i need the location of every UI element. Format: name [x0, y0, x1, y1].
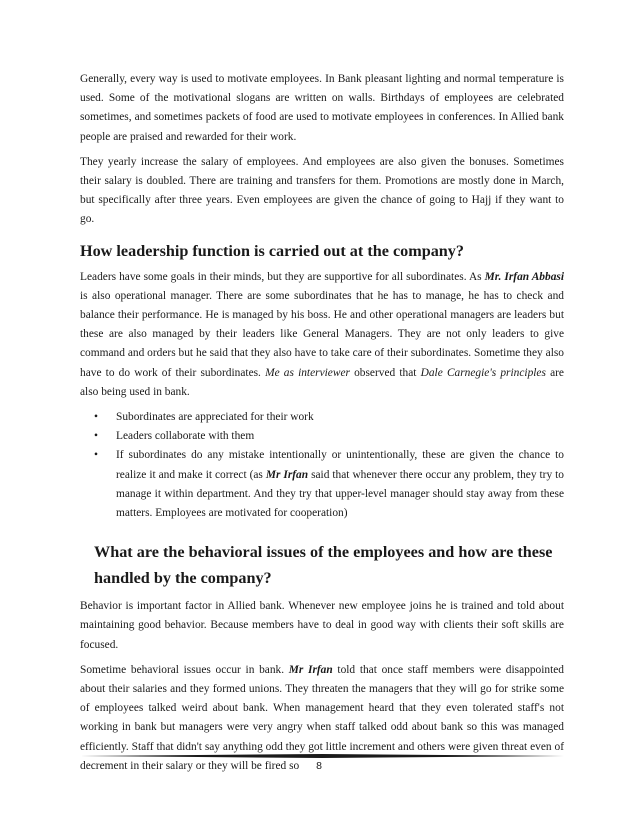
list-item — [94, 427, 564, 446]
footer-divider — [80, 754, 564, 758]
paragraph-motivation: Generally, every way is used to motivate employees. In Bank pleasant lighting and normal temperature is used. Some of the motivational slogans are written on walls. Birthdays of employees are celebrated sometimes, and sometimes packets of food are used to motivate employees in conferences. In Allied bank people are praised and rewarded for their work. — [80, 73, 564, 143]
paragraph-leadership — [80, 268, 564, 402]
text-run: is also operational manager. There are some subordinates that he has to manage, he has to check and balance their performance. He is managed by his boss. He and other operational managers are leaders but these are also managed by their leaders like General Managers. They are not only leaders to give command and orders but he said that they also have to take care of their subordinates. Sometime they also have to do work of their subordinates. — [80, 289, 564, 379]
bullet-icon: • — [94, 449, 98, 462]
bullet-icon: • — [94, 411, 98, 424]
list-item — [94, 446, 564, 523]
text-run: Leaders have some goals in their minds, but they are supportive for all subordinates. As — [80, 270, 485, 283]
page-content — [80, 70, 564, 782]
text-run: told that once staff members were disappointed about their salaries and they formed unions. They threaten the managers that they will go for strike some of employees talked weird about bank. When management heard that they even tolerated staff's not working in bank but managers were very angry when staff talked odd about bank so this was managed efficiently. Staff that didn't say anything odd they got little increment and others were given threat even of decrement in their salary or they will be fired so — [80, 663, 564, 772]
text-run: are also being used in bank. — [80, 366, 564, 398]
text-run: Sometime behavioral issues occur in bank. — [80, 663, 289, 676]
list-item-text — [116, 446, 564, 523]
bullet-list — [80, 408, 564, 523]
paragraph-salary: They yearly increase the salary of employees. And employees are also given the bonuses. Sometimes their salary is doubled. There are training and transfers for them. Promotions are mostly done in March, but specifically after three years. Even employees are given the chance of going to Hajj if they want to go. — [80, 155, 564, 226]
text-run: said that whenever there occur any problem, they try to manage it within department. And they try that upper-level manager should stay away from these matters. Employees are motivated for cooperation) — [116, 468, 564, 520]
paragraph-behavior: Behavior is important factor in Allied bank. Whenever new employee joins he is trained and told about maintaining good behavior. Because members have to deal in good way with clients their soft skills are focused. — [80, 600, 564, 651]
list-item-text: Subordinates are appreciated for their work — [116, 411, 314, 424]
bullet-icon: • — [94, 430, 98, 443]
text-run: observed that — [349, 366, 421, 379]
heading-leadership: How leadership function is carried out at the company? — [80, 241, 464, 260]
name-irfan-abbasi: Mr. Irfan Abbasi — [484, 270, 564, 283]
heading-behavioral-issues: What are the behavioral issues of the employees and how are these handled by the company? — [94, 543, 553, 588]
list-item — [94, 408, 564, 427]
list-item-text: Leaders collaborate with them — [116, 430, 255, 443]
page-number: 8 — [316, 760, 322, 772]
name-irfan: Mr Irfan — [265, 468, 309, 481]
paragraph-behavioral-issues — [80, 661, 564, 776]
emphasis-interviewer: Me as interviewer — [265, 366, 350, 379]
emphasis-carnegie: Dale Carnegie's principles — [420, 366, 546, 379]
text-run: If subordinates do any mistake intentionally or unintentionally, these are given the chance to realize it and make it correct (as — [116, 449, 564, 481]
name-irfan: Mr Irfan — [288, 663, 333, 676]
footer-divider-shape — [80, 754, 564, 758]
